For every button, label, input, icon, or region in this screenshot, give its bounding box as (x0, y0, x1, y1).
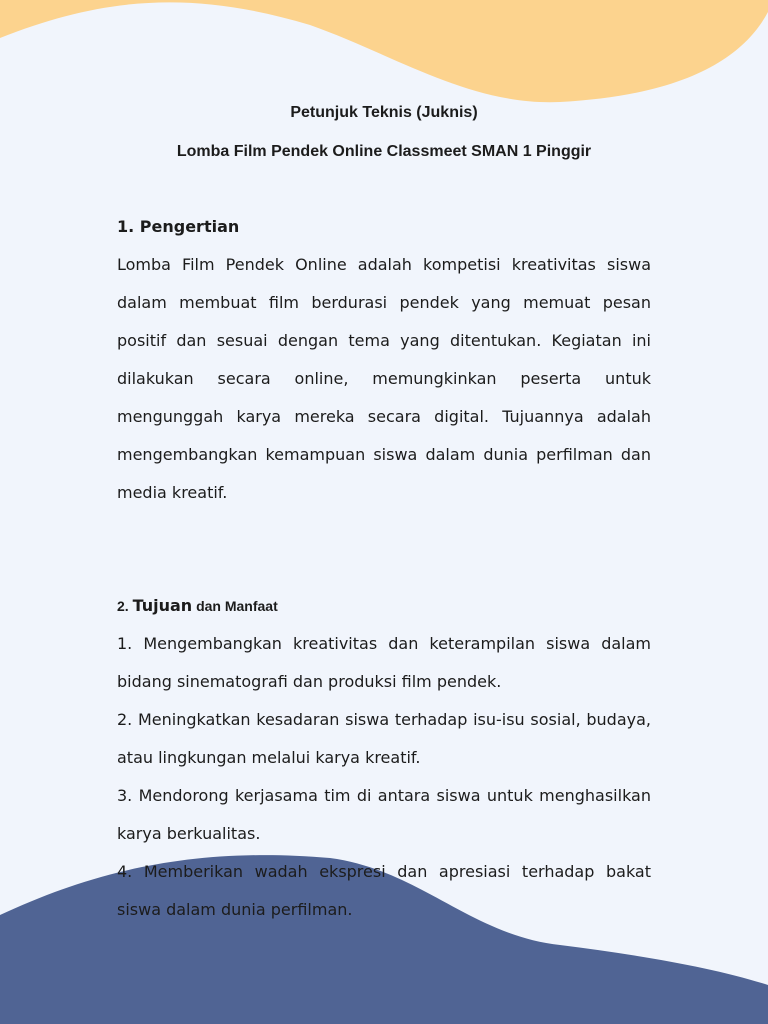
section-heading-tujuan (117, 595, 278, 617)
section-heading-number: 2. (117, 598, 129, 614)
section-heading-pengertian: 1. Pengertian (117, 217, 240, 236)
section-heading-rest: dan Manfaat (196, 598, 278, 614)
tujuan-list (117, 625, 651, 929)
document-subtitle: Lomba Film Pendek Online Classmeet SMAN 1 Pinggir (176, 143, 592, 160)
top-wave-shape (0, 0, 768, 102)
section-heading-main: Tujuan (132, 596, 193, 615)
list-item: 3. Mendorong kerjasama tim di antara siswa untuk menghasilkan karya berkualitas. (117, 786, 651, 843)
list-item: 2. Meningkatkan kesadaran siswa terhadap isu-isu sosial, budaya, atau lingkungan melalui karya kreatif. (117, 710, 651, 767)
section-paragraph-pengertian: Lomba Film Pendek Online adalah kompetisi kreativitas siswa dalam membuat film berdurasi pendek yang memuat pesan positif dan sesuai dengan tema yang ditentukan. Kegiatan ini dilakukan secara online, memungkinkan peserta untuk mengunggah karya mereka secara digital. Tujuannya adalah mengembangkan kemampuan siswa dalam dunia perfilman dan media kreatif. (117, 255, 651, 502)
list-item: 1. Mengembangkan kreativitas dan keterampilan siswa dalam bidang sinematografi dan produksi film pendek. (117, 634, 651, 691)
document-title: Petunjuk Teknis (Juknis) (290, 104, 478, 121)
list-item: 4. Memberikan wadah ekspresi dan apresiasi terhadap bakat siswa dalam dunia perfilman. (117, 862, 651, 919)
